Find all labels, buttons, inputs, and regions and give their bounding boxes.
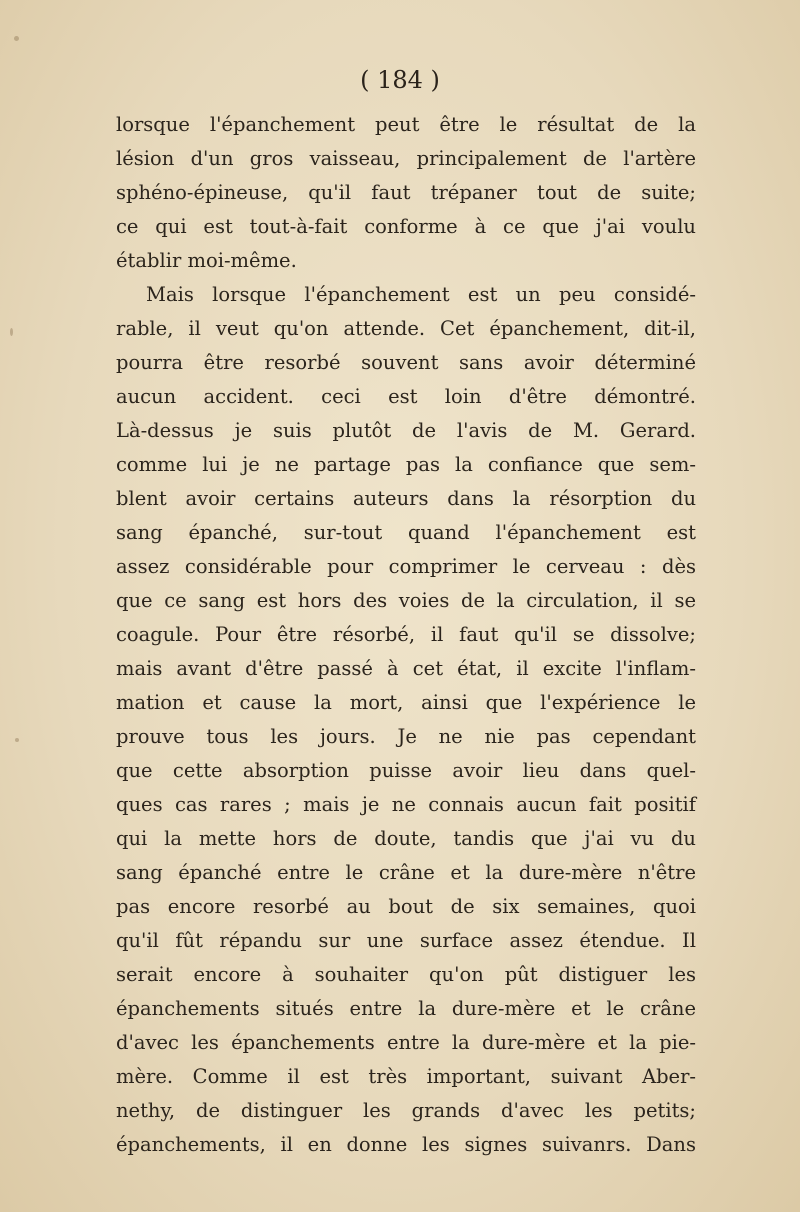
- text-line: sang épanché, sur-tout quand l'épanchement est: [116, 521, 696, 544]
- text-line: assez considérable pour comprimer le cerveau : dès: [116, 555, 696, 578]
- text-line: ques cas rares ; mais je ne connais aucun fait positif: [116, 793, 696, 816]
- text-line: qui la mette hors de doute, tandis que j'ai vu du: [116, 827, 696, 850]
- text-line: qu'il fût répandu sur une surface assez étendue. Il: [116, 929, 696, 952]
- text-line: coagule. Pour être résorbé, il faut qu'il se dissolve;: [116, 623, 696, 646]
- paper-stain: [14, 36, 19, 41]
- text-line: mère. Comme il est très important, suivant Aber-: [116, 1065, 696, 1088]
- text-line: pourra être resorbé souvent sans avoir déterminé: [116, 351, 696, 374]
- text-line: que cette absorption puisse avoir lieu dans quel-: [116, 759, 696, 782]
- text-line: lésion d'un gros vaisseau, principalement de l'artère: [116, 147, 696, 170]
- text-line: mais avant d'être passé à cet état, il excite l'inflam-: [116, 657, 696, 680]
- text-line: rable, il veut qu'on attende. Cet épanchement, dit-il,: [116, 317, 696, 340]
- text-line: comme lui je ne partage pas la confiance que sem-: [116, 453, 696, 476]
- text-line: épanchements, il en donne les signes suivanrs. Dans: [116, 1133, 696, 1156]
- text-line: que ce sang est hors des voies de la circulation, il se: [116, 589, 696, 612]
- text-line: ce qui est tout-à-fait conforme à ce que j'ai voulu: [116, 215, 696, 238]
- text-line: pas encore resorbé au bout de six semaines, quoi: [116, 895, 696, 918]
- text-line: d'avec les épanchements entre la dure-mère et la pie-: [116, 1031, 696, 1054]
- paper-stain: [15, 738, 19, 742]
- text-line: blent avoir certains auteurs dans la résorption du: [116, 487, 696, 510]
- paper-stain: [10, 328, 13, 336]
- text-line: aucun accident. ceci est loin d'être démontré.: [116, 385, 696, 408]
- text-line: mation et cause la mort, ainsi que l'expérience le: [116, 691, 696, 714]
- text-line: nethy, de distinguer les grands d'avec les petits;: [116, 1099, 696, 1122]
- text-line: Mais lorsque l'épanchement est un peu considé-: [146, 283, 696, 306]
- text-line: serait encore à souhaiter qu'on pût distiguer les: [116, 963, 696, 986]
- text-line: prouve tous les jours. Je ne nie pas cependant: [116, 725, 696, 748]
- text-line: épanchements situés entre la dure-mère et le crâne: [116, 997, 696, 1020]
- text-line: établir moi-même.: [116, 249, 297, 272]
- page-number: ( 184 ): [360, 66, 440, 94]
- text-line: lorsque l'épanchement peut être le résultat de la: [116, 113, 696, 136]
- text-line: sphéno-épineuse, qu'il faut trépaner tout de suite;: [116, 181, 696, 204]
- text-line: sang épanché entre le crâne et la dure-mère n'être: [116, 861, 696, 884]
- text-line: Là-dessus je suis plutôt de l'avis de M. Gerard.: [116, 419, 696, 442]
- body-text: [116, 108, 696, 1162]
